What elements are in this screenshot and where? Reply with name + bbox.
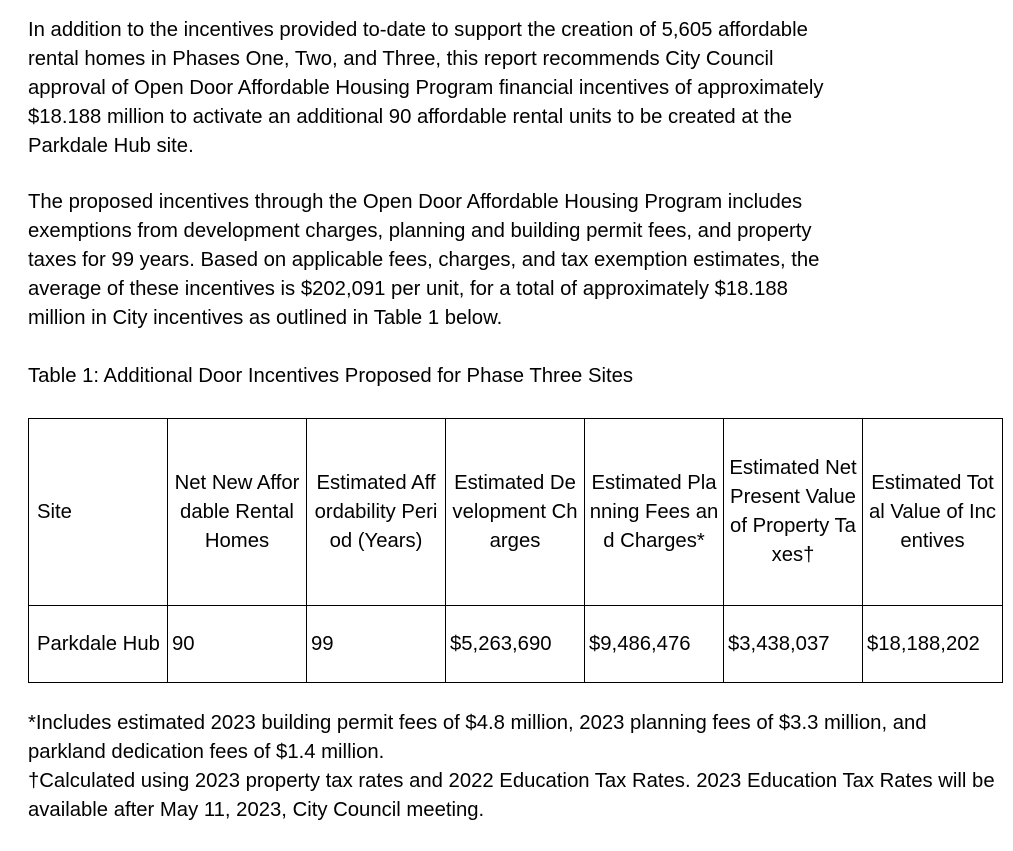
proposed-incentives-paragraph: The proposed incentives through the Open Door Affordable Housing Program includes exemptions from development charges, planning and building permit fees, and property taxes for 99 years. Based on applicable fees, charges, and tax exemption estimates, the average of these incentives is $202,091 per unit, for a total of approximately $18.188 million in City incentives as outlined in Table 1 below. bbox=[28, 191, 820, 329]
cell-property-taxes: $3,438,037 bbox=[724, 606, 863, 683]
cell-affordability-period: 99 bbox=[307, 606, 446, 683]
cell-net-new-homes: 90 bbox=[168, 606, 307, 683]
footnotes bbox=[28, 709, 998, 825]
incentives-table bbox=[28, 418, 1003, 683]
footnote-asterisk: *Includes estimated 2023 building permit fees of $4.8 million, 2023 planning fees of $3.3 million, and parkland dedication fees of $1.4 million. bbox=[28, 712, 927, 763]
cell-total-value: $18,188,202 bbox=[863, 606, 1003, 683]
header-planning-fees: Estimated Planning Fees and Charges* bbox=[585, 419, 724, 606]
header-total-value: Estimated Total Value of Incentives bbox=[863, 419, 1003, 606]
intro-paragraph: In addition to the incentives provided to-date to support the creation of 5,605 affordable rental homes in Phases One, Two, and Three, this report recommends City Council approval of Open Door Affordable Housing Program financial incentives of approximately $18.188 million to activate an additional 90 affordable rental units to be created at the Parkdale Hub site. bbox=[28, 19, 824, 157]
header-development-charges: Estimated Development Charges bbox=[446, 419, 585, 606]
footnote-dagger: †Calculated using 2023 property tax rates and 2022 Education Tax Rates. 2023 Education Tax Rates will be available after May 11, 2023, City Council meeting. bbox=[28, 770, 995, 821]
table-row bbox=[29, 606, 1003, 683]
cell-development-charges: $5,263,690 bbox=[446, 606, 585, 683]
header-affordability-period: Estimated Affordability Period (Years) bbox=[307, 419, 446, 606]
header-property-taxes: Estimated Net Present Value of Property Taxes† bbox=[724, 419, 863, 606]
cell-planning-fees: $9,486,476 bbox=[585, 606, 724, 683]
header-site: Site bbox=[29, 419, 168, 606]
table-header-row bbox=[29, 419, 1003, 606]
table-caption: Table 1: Additional Door Incentives Proposed for Phase Three Sites bbox=[28, 365, 634, 387]
header-net-new-homes: Net New Affordable Rental Homes bbox=[168, 419, 307, 606]
cell-site: Parkdale Hub bbox=[29, 606, 168, 683]
